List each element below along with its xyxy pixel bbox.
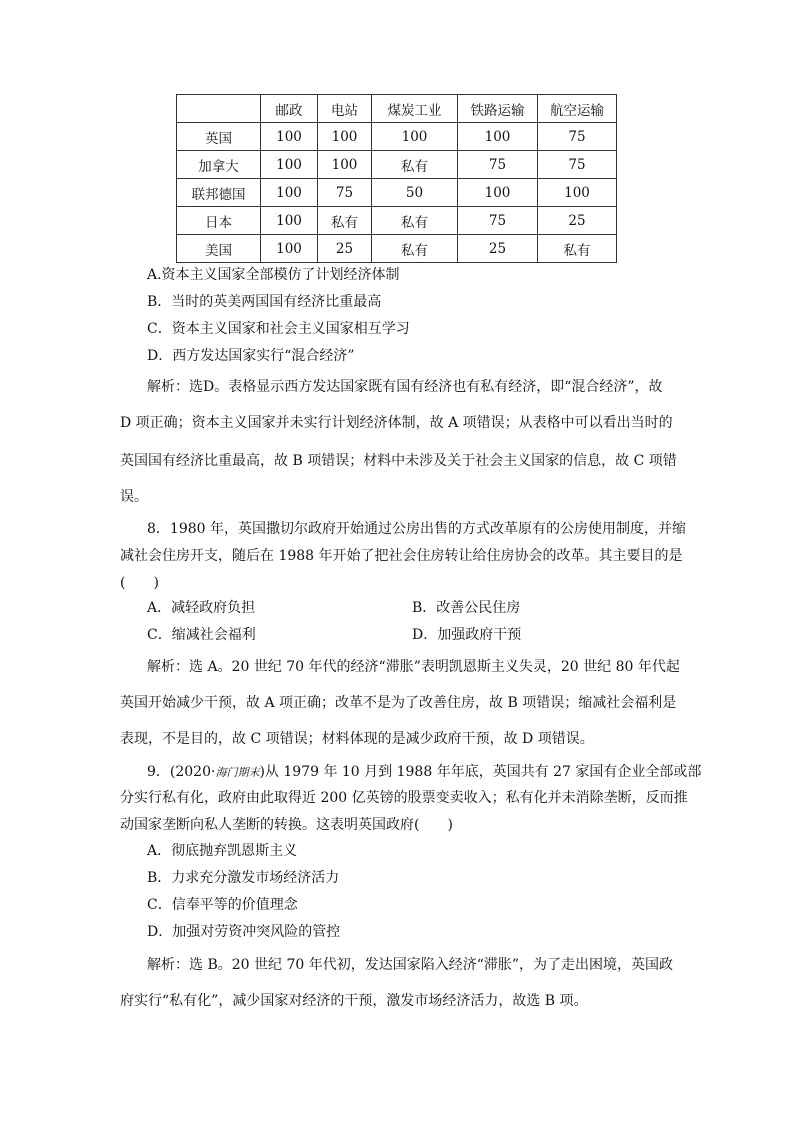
table-cell: 75 [458,151,538,179]
table-header-cell: 电站 [318,95,372,123]
q9-option-c: C．信奉平等的价值理念 [147,897,298,913]
table-cell: 100 [458,179,538,207]
q8-stem-line: 8．1980 年，英国撒切尔政府开始通过公房出售的方式改革原有的公房使用制度，并缩 [147,521,686,537]
table-cell: 100 [318,151,372,179]
table-header-cell: 航空运输 [538,95,617,123]
q7-analysis-line: 英国国有经济比重最高，故 B 项错误；材料中未涉及关于社会主义国家的信息，故 C 项错 [120,453,677,469]
q9-stem-prefix: 9．(2020· [147,764,216,780]
table-row [177,151,617,179]
table-cell: 100 [318,123,372,151]
table-cell: 100 [538,179,617,207]
table-row [177,235,617,263]
q8-option-a: A．减轻政府负担 [147,600,256,616]
q9-stem-line [147,761,701,781]
q9-stem-line: 分实行私有化，政府由此取得近 200 亿英镑的股票变卖收入；私有化并未消除垄断，反而推 [120,790,688,806]
q9-option-d: D．加强对劳资冲突风险的管控 [147,924,341,940]
q7-option-d: D．西方发达国家实行“混合经济” [147,348,355,364]
ownership-table [176,94,617,263]
q8-option-b: B．改善公民住房 [412,600,521,616]
table-cell: 75 [318,179,372,207]
q8-option-c: C．缩减社会福利 [147,627,256,643]
table-cell: 75 [458,207,538,235]
q7-option-a: A.资本主义国家全部模仿了计划经济体制 [147,267,400,283]
q9-option-b: B．力求充分激发市场经济活力 [147,870,340,886]
q8-analysis-line: 英国开始减少干预，故 A 项正确；改革不是为了改善住房，故 B 项错误；缩减社会福利是 [120,695,677,711]
table-cell: 日本 [177,207,261,235]
table-cell: 50 [372,179,458,207]
table-header-row [177,95,617,123]
q7-analysis-line: 解析：选D。表格显示西方发达国家既有国有经济也有私有经济，即“混合经济”，故 [147,379,663,395]
table-cell: 100 [458,123,538,151]
table-cell: 私有 [372,151,458,179]
table-row [177,207,617,235]
table-cell: 100 [261,123,318,151]
table-cell: 英国 [177,123,261,151]
q8-stem-line: 减社会住房开支，随后在 1988 年开始了把社会住房转让给住房协会的改革。其主要目的是 [120,548,683,564]
table-cell: 100 [372,123,458,151]
table-header-cell: 煤炭工业 [372,95,458,123]
q9-option-a: A．彻底抛弃凯恩斯主义 [147,843,298,859]
q7-option-c: C．资本主义国家和社会主义国家相互学习 [147,321,410,337]
table-header-cell [177,95,261,123]
table-cell: 25 [538,207,617,235]
q9-stem-rest: )从 1979 年 10 月到 1988 年年底，英国共有 27 家国有企业全部或部 [259,764,702,780]
table-cell: 75 [538,123,617,151]
table-row [177,179,617,207]
table-cell: 25 [458,235,538,263]
table-header-cell: 邮政 [261,95,318,123]
q7-analysis-line: 误。 [120,489,148,505]
q9-analysis-line: 府实行“私有化”，减少国家对经济的干预，激发市场经济活力，故选 B 项。 [120,993,588,1009]
table-cell: 私有 [318,207,372,235]
q9-stem-line: 动国家垄断向私人垄断的转换。这表明英国政府( ) [120,817,453,833]
table-header-cell: 铁路运输 [458,95,538,123]
table-cell: 加拿大 [177,151,261,179]
table-cell: 75 [538,151,617,179]
q9-source: 海门期末 [215,766,260,779]
table-cell: 100 [261,151,318,179]
table-cell: 100 [261,179,318,207]
table-cell: 私有 [372,207,458,235]
q8-stem-line: ( ) [120,575,159,591]
q8-analysis-line: 解析：选 A。20 世纪 70 年代的经济“滞胀”表明凯恩斯主义失灵，20 世纪 80 年代起 [147,659,680,675]
table-cell: 私有 [538,235,617,263]
q8-analysis-line: 表现，不是目的，故 C 项错误；材料体现的是减少政府干预，故 D 项错误。 [120,731,594,747]
q8-option-d: D．加强政府干预 [412,627,522,643]
table-cell: 私有 [372,235,458,263]
table-cell: 美国 [177,235,261,263]
q9-analysis-line: 解析：选 B。20 世纪 70 年代初，发达国家陷入经济“滞胀”，为了走出困境，英国政 [147,957,674,973]
table-cell: 100 [261,235,318,263]
q7-analysis-line: D 项正确；资本主义国家并未实行计划经济体制，故 A 项错误；从表格中可以看出当时的 [120,415,673,431]
table-cell: 25 [318,235,372,263]
table-cell: 100 [261,207,318,235]
table-cell: 联邦德国 [177,179,261,207]
table-row [177,123,617,151]
q7-option-b: B．当时的英美两国国有经济比重最高 [147,294,382,310]
